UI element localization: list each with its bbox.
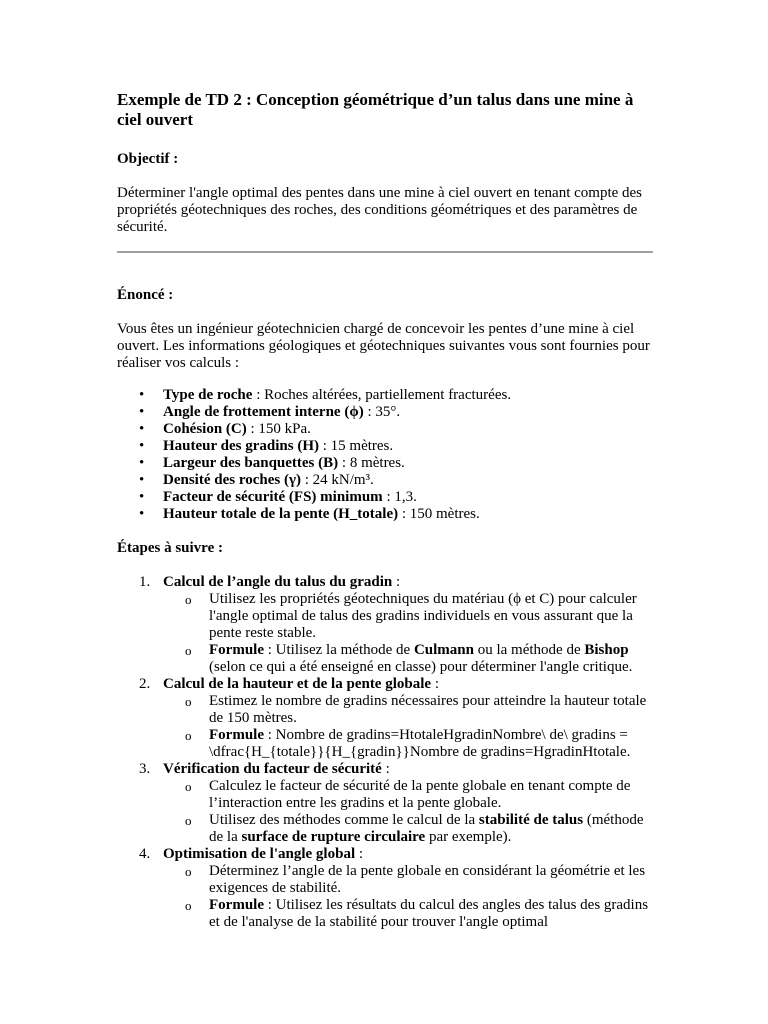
list-item <box>163 455 657 472</box>
sub-item <box>185 642 657 676</box>
item-label: Type de roche <box>163 387 253 403</box>
sub-text: Utilisez les propriétés géotechniques du matériau (ϕ et C) pour calculer l'angle optimal de talus des gradins individuels en vous assurant que la pente reste stable. <box>209 591 637 641</box>
item-value: : 24 kN/m³. <box>300 472 374 488</box>
item-value: : Roches altérées, partiellement fracturées. <box>252 387 512 403</box>
sub-bold: stabilité de talus <box>478 812 584 828</box>
sub-bullet-icon: o <box>185 864 192 879</box>
step-title: Vérification du facteur de sécurité <box>163 761 382 777</box>
sub-text: ou la méthode de <box>473 642 585 658</box>
step-suffix: : <box>392 574 401 590</box>
step-number: 3. <box>139 761 151 777</box>
sub-bullet-icon: o <box>185 728 192 743</box>
list-item <box>163 506 657 523</box>
step-number: 4. <box>139 846 151 862</box>
sub-list <box>163 693 657 761</box>
item-label: Hauteur totale de la pente (H_totale) <box>163 506 399 522</box>
sub-item <box>185 693 657 727</box>
step-title: Optimisation de l'angle global <box>163 846 356 862</box>
objectif-heading: Objectif : <box>117 151 179 167</box>
sub-list <box>163 591 657 676</box>
item-label: Densité des roches (γ) <box>163 472 301 488</box>
item-label: Cohésion (C) <box>163 421 247 437</box>
sub-bullet-icon: o <box>185 779 192 794</box>
step-suffix: : <box>355 846 364 862</box>
etapes-heading: Étapes à suivre : <box>117 540 223 556</box>
item-value: : 8 mètres. <box>338 455 405 471</box>
sub-text: : Utilisez les résultats du calcul des angles des talus des gradins et de l'analyse de la stabilité pour trouver l'angle optimal <box>209 897 649 930</box>
sub-item <box>185 778 657 812</box>
step-item <box>139 574 657 676</box>
sub-item <box>185 863 657 897</box>
sub-text: : Nombre de gradins=HtotaleHgradinNombre\ de\ gradins = \dfrac{H_{totale}}{H_{gradin}}Nombre de gradins=HgradinHtotale. <box>209 727 631 760</box>
enonce-heading: Énoncé : <box>117 287 174 303</box>
step-item <box>139 846 657 931</box>
document-title: Exemple de TD 2 : Conception géométrique d’un talus dans une mine à ciel ouvert <box>117 90 634 129</box>
document-content <box>117 90 657 931</box>
data-list <box>117 387 657 523</box>
sub-item <box>185 727 657 761</box>
sub-bold: Formule <box>209 642 264 658</box>
enonce-text: Vous êtes un ingénieur géotechnicien chargé de concevoir les pentes d’une mine à ciel ouvert. Les informations géologiques et géotechniques suivantes vous sont fournies pour réaliser vos calculs : <box>117 321 650 371</box>
steps-list <box>117 574 657 931</box>
item-value: : 150 kPa. <box>246 421 311 437</box>
sub-text: (selon ce qui a été enseigné en classe) pour déterminer l'angle critique. <box>209 659 633 675</box>
sub-bullet-icon: o <box>185 643 192 658</box>
item-label: Facteur de sécurité (FS) minimum <box>163 489 383 505</box>
sub-text: Calculez le facteur de sécurité de la pente globale en tenant compte de l’interaction entre les gradins et la pente globale. <box>209 778 631 811</box>
step-item <box>139 676 657 761</box>
item-value: : 1,3. <box>382 489 417 505</box>
objectif-text: Déterminer l'angle optimal des pentes dans une mine à ciel ouvert en tenant compte des propriétés géotechniques des roches, des conditions géométriques et des paramètres de sécurité. <box>117 185 643 235</box>
sub-bold: Bishop <box>584 642 629 658</box>
sub-item <box>185 812 657 846</box>
list-item <box>163 472 657 489</box>
sub-bullet-icon: o <box>185 592 192 607</box>
sub-text: Estimez le nombre de gradins nécessaires pour atteindre la hauteur totale de 150 mètres. <box>209 693 647 726</box>
sub-bullet-icon: o <box>185 898 192 913</box>
sub-item <box>185 897 657 931</box>
step-suffix: : <box>431 676 439 692</box>
sub-bold: Formule <box>209 727 264 743</box>
list-item <box>163 489 657 506</box>
sub-bullet-icon: o <box>185 813 192 828</box>
sub-bold: Culmann <box>413 642 474 658</box>
list-item <box>163 404 657 421</box>
step-number: 1. <box>139 574 151 590</box>
sub-bold: surface de rupture circulaire <box>241 829 426 845</box>
sub-bold: Formule <box>209 897 264 913</box>
item-label: Largeur des banquettes (B) <box>163 455 339 471</box>
step-suffix: : <box>381 761 390 777</box>
step-number: 2. <box>139 676 151 692</box>
sub-text: Utilisez des méthodes comme le calcul de la <box>209 812 479 828</box>
sub-text: (méthode de la <box>209 812 644 845</box>
sub-list <box>163 863 657 931</box>
sub-list <box>163 778 657 846</box>
list-item <box>163 438 657 455</box>
item-value: : 150 mètres. <box>398 506 480 522</box>
sub-text: Déterminez l’angle de la pente globale en considérant la géométrie et les exigences de stabilité. <box>209 863 646 896</box>
horizontal-divider <box>117 251 653 253</box>
sub-text: : Utilisez la méthode de <box>263 642 414 658</box>
sub-item <box>185 591 657 642</box>
item-value: : 35°. <box>363 404 401 420</box>
sub-text: par exemple). <box>425 829 512 845</box>
list-item <box>163 387 657 404</box>
step-title: Calcul de la hauteur et de la pente globale <box>163 676 432 692</box>
item-label: Angle de frottement interne (ϕ) <box>163 404 364 420</box>
item-value: : 15 mètres. <box>318 438 394 454</box>
list-item <box>163 421 657 438</box>
step-title: Calcul de l’angle du talus du gradin <box>163 574 393 590</box>
step-item <box>139 761 657 846</box>
item-label: Hauteur des gradins (H) <box>163 438 319 454</box>
sub-bullet-icon: o <box>185 694 192 709</box>
